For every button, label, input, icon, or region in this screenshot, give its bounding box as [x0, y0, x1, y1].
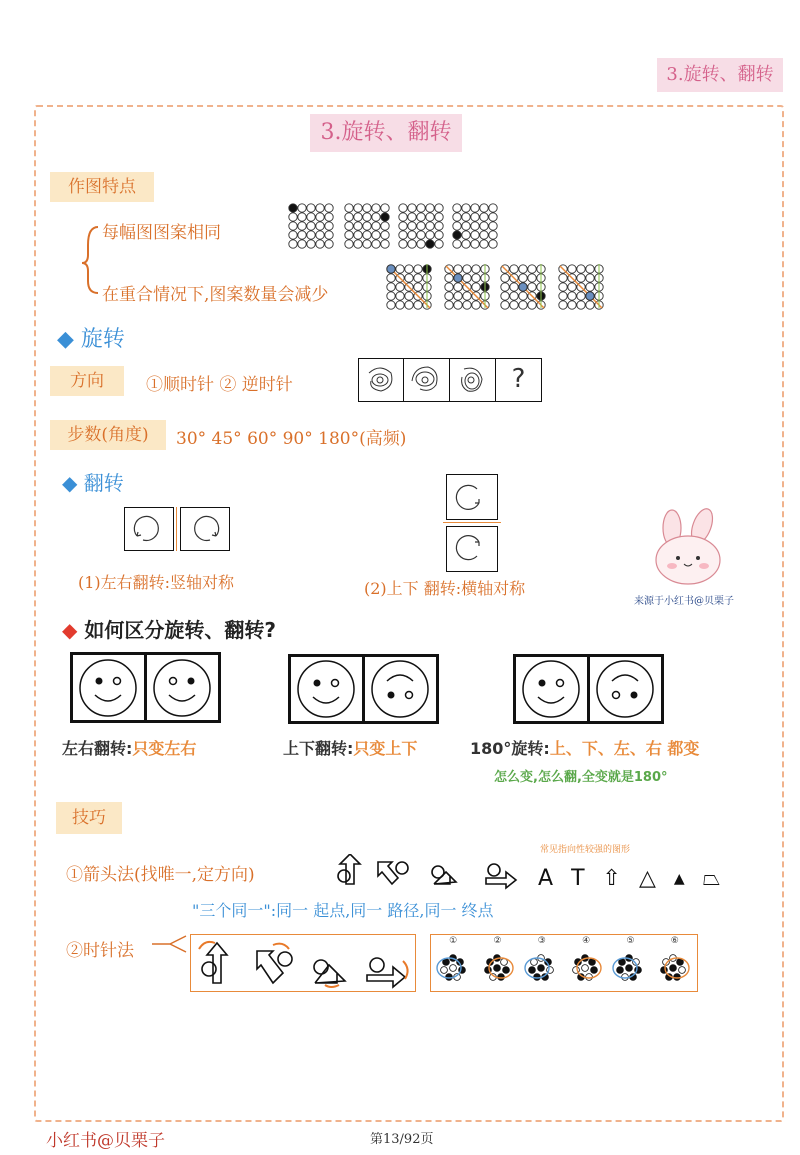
grid-circle	[559, 283, 567, 291]
grid-circle	[345, 222, 353, 230]
grid-circle	[372, 240, 380, 248]
spiral-sequence	[358, 358, 542, 402]
triangle-filled-icon: ▲	[673, 870, 685, 887]
grid-circle	[568, 265, 576, 273]
circled-number: ④	[582, 936, 591, 946]
grid-circle	[462, 213, 470, 221]
grid-circle	[472, 265, 480, 273]
grid-circle	[453, 213, 461, 221]
grid-circle	[316, 204, 324, 212]
grid-circle	[325, 231, 333, 239]
grid-circle	[489, 222, 497, 230]
grid-circle	[568, 301, 576, 309]
arrow-method-text: ①箭头法(找唯一,定方向)	[66, 865, 255, 885]
grid-circle	[471, 204, 479, 212]
direction-text: ①顺时针 ② 逆时针	[146, 375, 293, 395]
spiral-box-1	[358, 358, 404, 402]
cluster-dot	[503, 967, 510, 974]
grid-circle	[463, 265, 471, 273]
grid-circle	[316, 213, 324, 221]
steps-text: 30° 45° 60° 90° 180°(高频)	[176, 429, 407, 449]
grid-circle	[408, 213, 416, 221]
grid-circle	[325, 222, 333, 230]
grid-circle	[568, 283, 576, 291]
lr-flip-box-2	[180, 507, 230, 551]
page-number: 第13/92页	[370, 1132, 434, 1147]
diamond-icon: ◆	[62, 471, 78, 495]
steps-label	[50, 420, 166, 450]
grid-circle	[453, 204, 461, 212]
grid-circle	[387, 292, 395, 300]
grid-circle	[363, 231, 371, 239]
circled-number: ①	[449, 936, 458, 946]
grid-circle	[577, 265, 585, 273]
grid-circle	[325, 213, 333, 221]
grid-circle	[453, 240, 461, 248]
circle-grid-row-2	[386, 264, 616, 312]
page-title-text: 3.旋转、翻转	[320, 120, 452, 145]
grid-circle	[577, 301, 585, 309]
cluster-dot	[617, 967, 624, 974]
grid-circle	[528, 301, 536, 309]
rot-compare-value: 上、下、左、右 都变	[549, 739, 700, 758]
grid-circle	[445, 283, 453, 291]
grid-circle	[354, 222, 362, 230]
grid-circle	[298, 240, 306, 248]
grid-circle	[307, 213, 315, 221]
page-title	[310, 114, 462, 152]
question-box	[496, 358, 542, 402]
grid-circle	[586, 265, 594, 273]
face-pair-rot	[513, 654, 664, 724]
lr-compare-text	[62, 736, 196, 759]
feature-label-text: 作图特点	[68, 177, 136, 197]
grid-circle	[354, 204, 362, 212]
grid-circle	[405, 274, 413, 282]
grid-circle	[396, 292, 404, 300]
grid-circle	[528, 274, 536, 282]
grid-circle	[363, 204, 371, 212]
grid-circle	[381, 231, 389, 239]
grid-circle	[426, 204, 434, 212]
rot-note: 怎么变,怎么翻,全变就是180°	[494, 770, 668, 785]
grid-circle	[489, 240, 497, 248]
grid-circle	[501, 301, 509, 309]
spiral-box-3	[450, 358, 496, 402]
grid-circle	[568, 292, 576, 300]
grid-circle	[435, 222, 443, 230]
cluster-dot	[529, 967, 536, 974]
grid-circle	[480, 222, 488, 230]
clock-arrow-shapes	[191, 935, 415, 991]
face-pair-lr	[70, 652, 221, 723]
grid-circle	[307, 240, 315, 248]
rot-compare-label: 180°旋转:	[470, 739, 550, 758]
bracket-icon	[80, 215, 100, 300]
grid-circle	[316, 222, 324, 230]
grid-circle	[426, 222, 434, 230]
grid-circle	[463, 301, 471, 309]
face-box-3	[288, 654, 365, 724]
cluster-dot	[679, 967, 686, 974]
grid-circle	[298, 231, 306, 239]
clock-dots-box	[430, 934, 698, 992]
grid-circle	[289, 204, 297, 212]
cluster-dot	[538, 965, 545, 972]
face-box-5	[513, 654, 590, 724]
grid-circle	[435, 213, 443, 221]
cluster-dot	[498, 974, 505, 981]
grid-circle	[471, 240, 479, 248]
feature-label	[50, 172, 154, 202]
flip-heading-text: 翻转	[83, 471, 124, 495]
lr-compare-value: 只变左右	[132, 739, 197, 758]
grid-circle	[396, 265, 404, 273]
feature-item-same: 每幅图图案相同	[102, 223, 221, 243]
grid-circle	[489, 231, 497, 239]
grid-circle	[577, 274, 585, 282]
grid-circle	[372, 222, 380, 230]
grid-circle	[289, 213, 297, 221]
grid-circle	[363, 213, 371, 221]
grid-circle	[408, 240, 416, 248]
grid-circle	[453, 231, 461, 239]
cluster-dot	[494, 965, 501, 972]
grid-circle	[586, 301, 594, 309]
grid-circle	[408, 222, 416, 230]
letter-a-glyph: A	[538, 866, 554, 891]
circled-number: ③	[537, 936, 546, 946]
footer-brand: 小红书@贝栗子	[46, 1131, 165, 1151]
lr-flip-caption: (1)左右翻转:竖轴对称	[78, 573, 235, 592]
grid-circle	[372, 231, 380, 239]
grid-circle	[345, 204, 353, 212]
lr-flip-pair	[124, 507, 230, 551]
grid-circle	[405, 301, 413, 309]
feature-item-overlap: 在重合情况下,图案数量会减少	[102, 285, 329, 305]
grid-circle	[489, 213, 497, 221]
grid-circle	[471, 222, 479, 230]
grid-circle	[298, 222, 306, 230]
grid-circle	[501, 283, 509, 291]
grid-circle	[472, 283, 480, 291]
grid-circle	[381, 204, 389, 212]
grid-circle	[586, 274, 594, 282]
grid-circle	[417, 213, 425, 221]
cluster-dot	[626, 965, 633, 972]
grid-circle	[399, 222, 407, 230]
grid-circle	[454, 265, 462, 273]
grid-circle	[399, 213, 407, 221]
grid-circle	[480, 240, 488, 248]
grid-circle	[559, 292, 567, 300]
circled-number-row	[431, 935, 697, 946]
grid-circle	[462, 240, 470, 248]
grid-circle	[372, 204, 380, 212]
ud-flip-caption: (2)上下 翻转:横轴对称	[364, 579, 526, 598]
diamond-icon: ◆	[62, 618, 78, 642]
grid-circle	[345, 240, 353, 248]
grid-circle	[472, 301, 480, 309]
ud-compare-text	[283, 736, 417, 759]
grid-circle	[501, 292, 509, 300]
circled-number: ②	[493, 936, 502, 946]
top-section-tag	[657, 58, 783, 92]
grid-circle	[577, 292, 585, 300]
grid-circle	[405, 265, 413, 273]
cluster-dot	[582, 965, 589, 972]
cluster-dot	[674, 974, 681, 981]
grid-circle	[417, 240, 425, 248]
grid-circle	[399, 240, 407, 248]
grid-circle	[510, 292, 518, 300]
circled-number: ⑥	[670, 936, 679, 946]
face-box-1	[70, 652, 147, 723]
grid-circle	[316, 231, 324, 239]
grid-circle	[387, 301, 395, 309]
clock-shapes-box	[190, 934, 416, 992]
grid-circle	[445, 274, 453, 282]
ud-compare-value: 只变上下	[353, 739, 418, 758]
grid-circle	[381, 222, 389, 230]
face-box-2	[147, 652, 221, 723]
grid-circle	[354, 213, 362, 221]
grid-circle	[325, 204, 333, 212]
grid-circle	[559, 301, 567, 309]
grid-circle	[510, 265, 518, 273]
grid-circle	[454, 301, 462, 309]
grid-circle	[307, 231, 315, 239]
tips-label	[56, 802, 122, 834]
highlight-circle	[519, 283, 527, 291]
grid-circle	[307, 222, 315, 230]
grid-circle	[325, 240, 333, 248]
tips-label-text: 技巧	[72, 808, 106, 828]
grid-circle	[399, 231, 407, 239]
grid-circle	[414, 301, 422, 309]
three-same-text: "三个同一":同一 起点,同一 路径,同一 终点	[192, 901, 494, 920]
grid-circle	[289, 240, 297, 248]
rotation-heading-text: 旋转	[80, 327, 125, 352]
grid-circle	[417, 222, 425, 230]
grid-circle	[463, 274, 471, 282]
grid-circle	[586, 283, 594, 291]
bunny-sticker-icon	[640, 508, 740, 590]
grid-circle	[405, 292, 413, 300]
cluster-dot	[534, 974, 541, 981]
grid-circle	[354, 231, 362, 239]
face-box-4	[365, 654, 439, 724]
highlight-circle	[387, 265, 395, 273]
grid-circle	[417, 231, 425, 239]
grid-circle	[387, 274, 395, 282]
highlight-circle	[454, 274, 462, 282]
grid-circle	[381, 213, 389, 221]
clock-method-text: ②时针法	[66, 941, 134, 961]
grid-circle	[454, 292, 462, 300]
grid-circle	[363, 240, 371, 248]
grid-circle	[396, 283, 404, 291]
up-arrow-icon: ⇧	[602, 866, 621, 891]
lr-flip-box-1	[124, 507, 174, 551]
grid-circle	[408, 204, 416, 212]
rot-compare-text	[470, 736, 699, 759]
grid-circle	[408, 231, 416, 239]
steps-label-text: 步数(角度)	[67, 425, 149, 445]
face-box-6	[590, 654, 664, 724]
grid-circle	[289, 222, 297, 230]
grid-circle	[463, 292, 471, 300]
grid-circle	[363, 222, 371, 230]
grid-circle	[462, 231, 470, 239]
grid-circle	[528, 283, 536, 291]
spiral-box-2	[404, 358, 450, 402]
grid-circle	[462, 204, 470, 212]
grid-circle	[381, 240, 389, 248]
letter-t-glyph: T	[571, 866, 585, 891]
lr-compare-label: 左右翻转:	[62, 739, 133, 758]
grid-circle	[414, 274, 422, 282]
cluster-dot	[586, 974, 593, 981]
grid-circle	[354, 240, 362, 248]
grid-circle	[471, 213, 479, 221]
grid-circle	[480, 213, 488, 221]
source-credit: 来源于小红书@贝栗子	[634, 596, 734, 607]
grid-circle	[519, 301, 527, 309]
question-mark: ?	[511, 364, 526, 394]
grid-circle	[345, 213, 353, 221]
grid-circle	[480, 231, 488, 239]
grid-circle	[316, 240, 324, 248]
trapezoid-icon: ⏢	[702, 866, 721, 891]
dot-clusters	[431, 946, 697, 990]
grid-circle	[307, 204, 315, 212]
grid-circle	[414, 283, 422, 291]
ud-flip-box-1	[446, 474, 498, 520]
grid-circle	[519, 292, 527, 300]
top-section-tag-text: 3.旋转、翻转	[666, 64, 774, 85]
cluster-dot	[450, 965, 457, 972]
arrow-shapes-row	[334, 854, 524, 890]
grid-circle	[528, 265, 536, 273]
grid-circle	[445, 292, 453, 300]
rotation-heading	[57, 322, 125, 353]
diamond-icon: ◆	[57, 327, 74, 352]
distinguish-heading-text: 如何区分旋转、翻转?	[84, 618, 276, 642]
grid-circle	[472, 274, 480, 282]
cluster-dot	[591, 967, 598, 974]
highlight-circle	[586, 292, 594, 300]
cluster-dot	[622, 974, 629, 981]
grid-circle	[445, 301, 453, 309]
grid-circle	[345, 231, 353, 239]
common-shapes-row	[538, 866, 720, 891]
grid-circle	[426, 231, 434, 239]
grid-circle	[489, 204, 497, 212]
grid-circle	[396, 301, 404, 309]
grid-circle	[559, 274, 567, 282]
grid-circle	[435, 231, 443, 239]
grid-circle	[426, 240, 434, 248]
grid-circle	[372, 213, 380, 221]
flip-heading	[62, 467, 124, 496]
ud-flip-box-2	[446, 526, 498, 572]
cluster-dot	[670, 965, 677, 972]
grid-circle	[501, 274, 509, 282]
triangle-outline-icon: △	[638, 866, 656, 891]
circled-number: ⑤	[626, 936, 635, 946]
bracket-icon	[150, 932, 190, 956]
grid-circle	[387, 283, 395, 291]
grid-circle	[519, 274, 527, 282]
grid-circle	[454, 283, 462, 291]
grid-circle	[519, 265, 527, 273]
grid-circle	[435, 240, 443, 248]
grid-circle	[414, 265, 422, 273]
grid-circle	[480, 204, 488, 212]
grid-circle	[417, 204, 425, 212]
grid-circle	[435, 204, 443, 212]
face-pair-ud	[288, 654, 439, 724]
direction-label-text: 方向	[70, 371, 104, 391]
cluster-dot	[441, 967, 448, 974]
grid-circle	[462, 222, 470, 230]
grid-circle	[298, 204, 306, 212]
grid-circle	[510, 283, 518, 291]
circle-grid-row-1	[288, 203, 518, 251]
ud-flip-pair	[446, 474, 498, 572]
direction-label	[50, 366, 124, 396]
grid-circle	[298, 213, 306, 221]
grid-circle	[471, 231, 479, 239]
cluster-dot	[446, 974, 453, 981]
grid-circle	[453, 222, 461, 230]
distinguish-heading	[62, 614, 276, 643]
ud-compare-label: 上下翻转:	[283, 739, 354, 758]
common-shapes-caption: 常见指向性较强的图形	[540, 845, 631, 855]
grid-circle	[399, 204, 407, 212]
grid-circle	[289, 231, 297, 239]
grid-circle	[510, 301, 518, 309]
grid-circle	[426, 213, 434, 221]
